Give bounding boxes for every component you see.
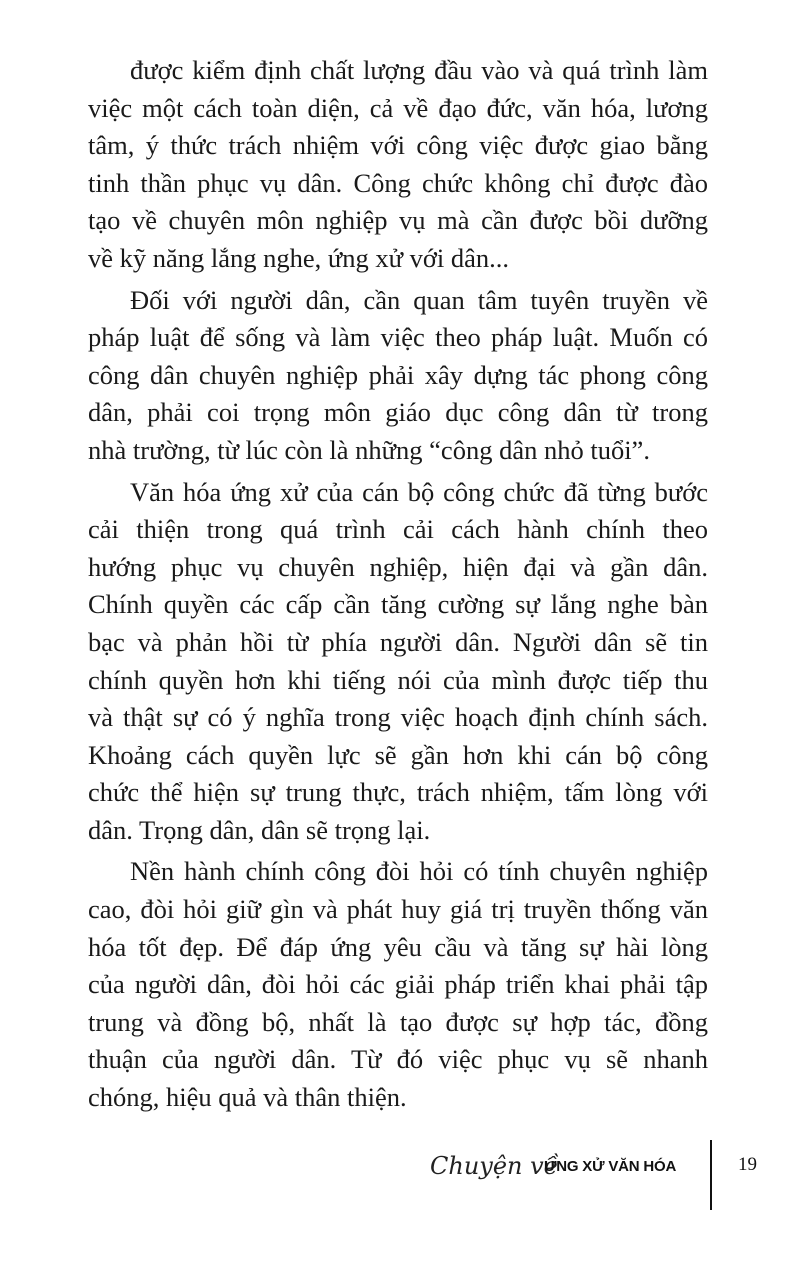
- text-line: nhà trường, từ lúc còn là những “công dân nhỏ tuổi”.: [88, 434, 650, 465]
- body-text: [88, 52, 708, 1121]
- text-line: được kiểm định chất lượng đầu vào và quá trình làm: [130, 55, 708, 85]
- text-line: hướng phục vụ chuyên nghiệp, hiện đại và gần dân.: [88, 551, 708, 582]
- text-line: pháp luật để sống và làm việc theo pháp luật. Muốn có: [88, 322, 708, 353]
- text-line: Văn hóa ứng xử của cán bộ công chức đã từng bước: [130, 476, 708, 507]
- paragraph: [88, 474, 708, 850]
- text-line: chính quyền hơn khi tiếng nói của mình được tiếp thu: [88, 664, 708, 695]
- page-number: 19: [738, 1154, 757, 1175]
- text-line: Chính quyền các cấp cần tăng cường sự lắng nghe bàn: [88, 589, 708, 620]
- text-line: dân. Trọng dân, dân sẽ trọng lại.: [88, 814, 431, 845]
- text-line: và thật sự có ý nghĩa trong việc hoạch định chính sách.: [88, 702, 708, 733]
- text-line: chức thể hiện sự trung thực, trách nhiệm, tấm lòng với: [88, 777, 708, 808]
- text-line: thuận của người dân. Từ đó việc phục vụ sẽ nhanh: [88, 1044, 708, 1075]
- paragraph: [88, 282, 708, 470]
- text-line: công dân chuyên nghiệp phải xây dựng tác phong công: [88, 359, 708, 390]
- text-line: bạc và phản hồi từ phía người dân. Người dân sẽ tin: [88, 626, 708, 657]
- text-line: của người dân, đòi hỏi các giải pháp triển khai phải tập: [88, 969, 708, 1000]
- text-line: tâm, ý thức trách nhiệm với công việc được giao bằng: [88, 130, 708, 161]
- text-line: Đối với người dân, cần quan tâm tuyên truyền về: [130, 284, 708, 315]
- paragraph: [88, 853, 708, 1116]
- text-line: dân, phải coi trọng môn giáo dục công dân từ trong: [88, 397, 708, 428]
- series-script-title: Chuyện về: [430, 1152, 559, 1180]
- text-line: tạo về chuyên môn nghiệp vụ mà cần được bồi dưỡng: [88, 205, 708, 236]
- text-line: cao, đòi hỏi giữ gìn và phát huy giá trị truyền thống văn: [88, 894, 708, 925]
- footer-divider: [710, 1140, 712, 1210]
- text-line: cải thiện trong quá trình cải cách hành chính theo: [88, 514, 708, 545]
- text-line: về kỹ năng lắng nghe, ứng xử với dân...: [88, 242, 510, 273]
- text-line: tinh thần phục vụ dân. Công chức không chỉ được đào: [88, 167, 708, 198]
- page-footer: [420, 1140, 760, 1210]
- text-line: hóa tốt đẹp. Để đáp ứng yêu cầu và tăng sự hài lòng: [88, 931, 708, 962]
- text-line: việc một cách toàn diện, cả về đạo đức, văn hóa, lương: [88, 92, 708, 123]
- text-line: chóng, hiệu quả và thân thiện.: [88, 1082, 407, 1113]
- text-line: trung và đồng bộ, nhất là tạo được sự hợp tác, đồng: [88, 1006, 708, 1037]
- text-line: Nền hành chính công đòi hỏi có tính chuyên nghiệp: [130, 856, 708, 887]
- text-line: Khoảng cách quyền lực sẽ gần hơn khi cán bộ công: [88, 739, 708, 770]
- paragraph: [88, 52, 708, 278]
- book-title: ỨNG XỬ VĂN HÓA: [544, 1158, 677, 1175]
